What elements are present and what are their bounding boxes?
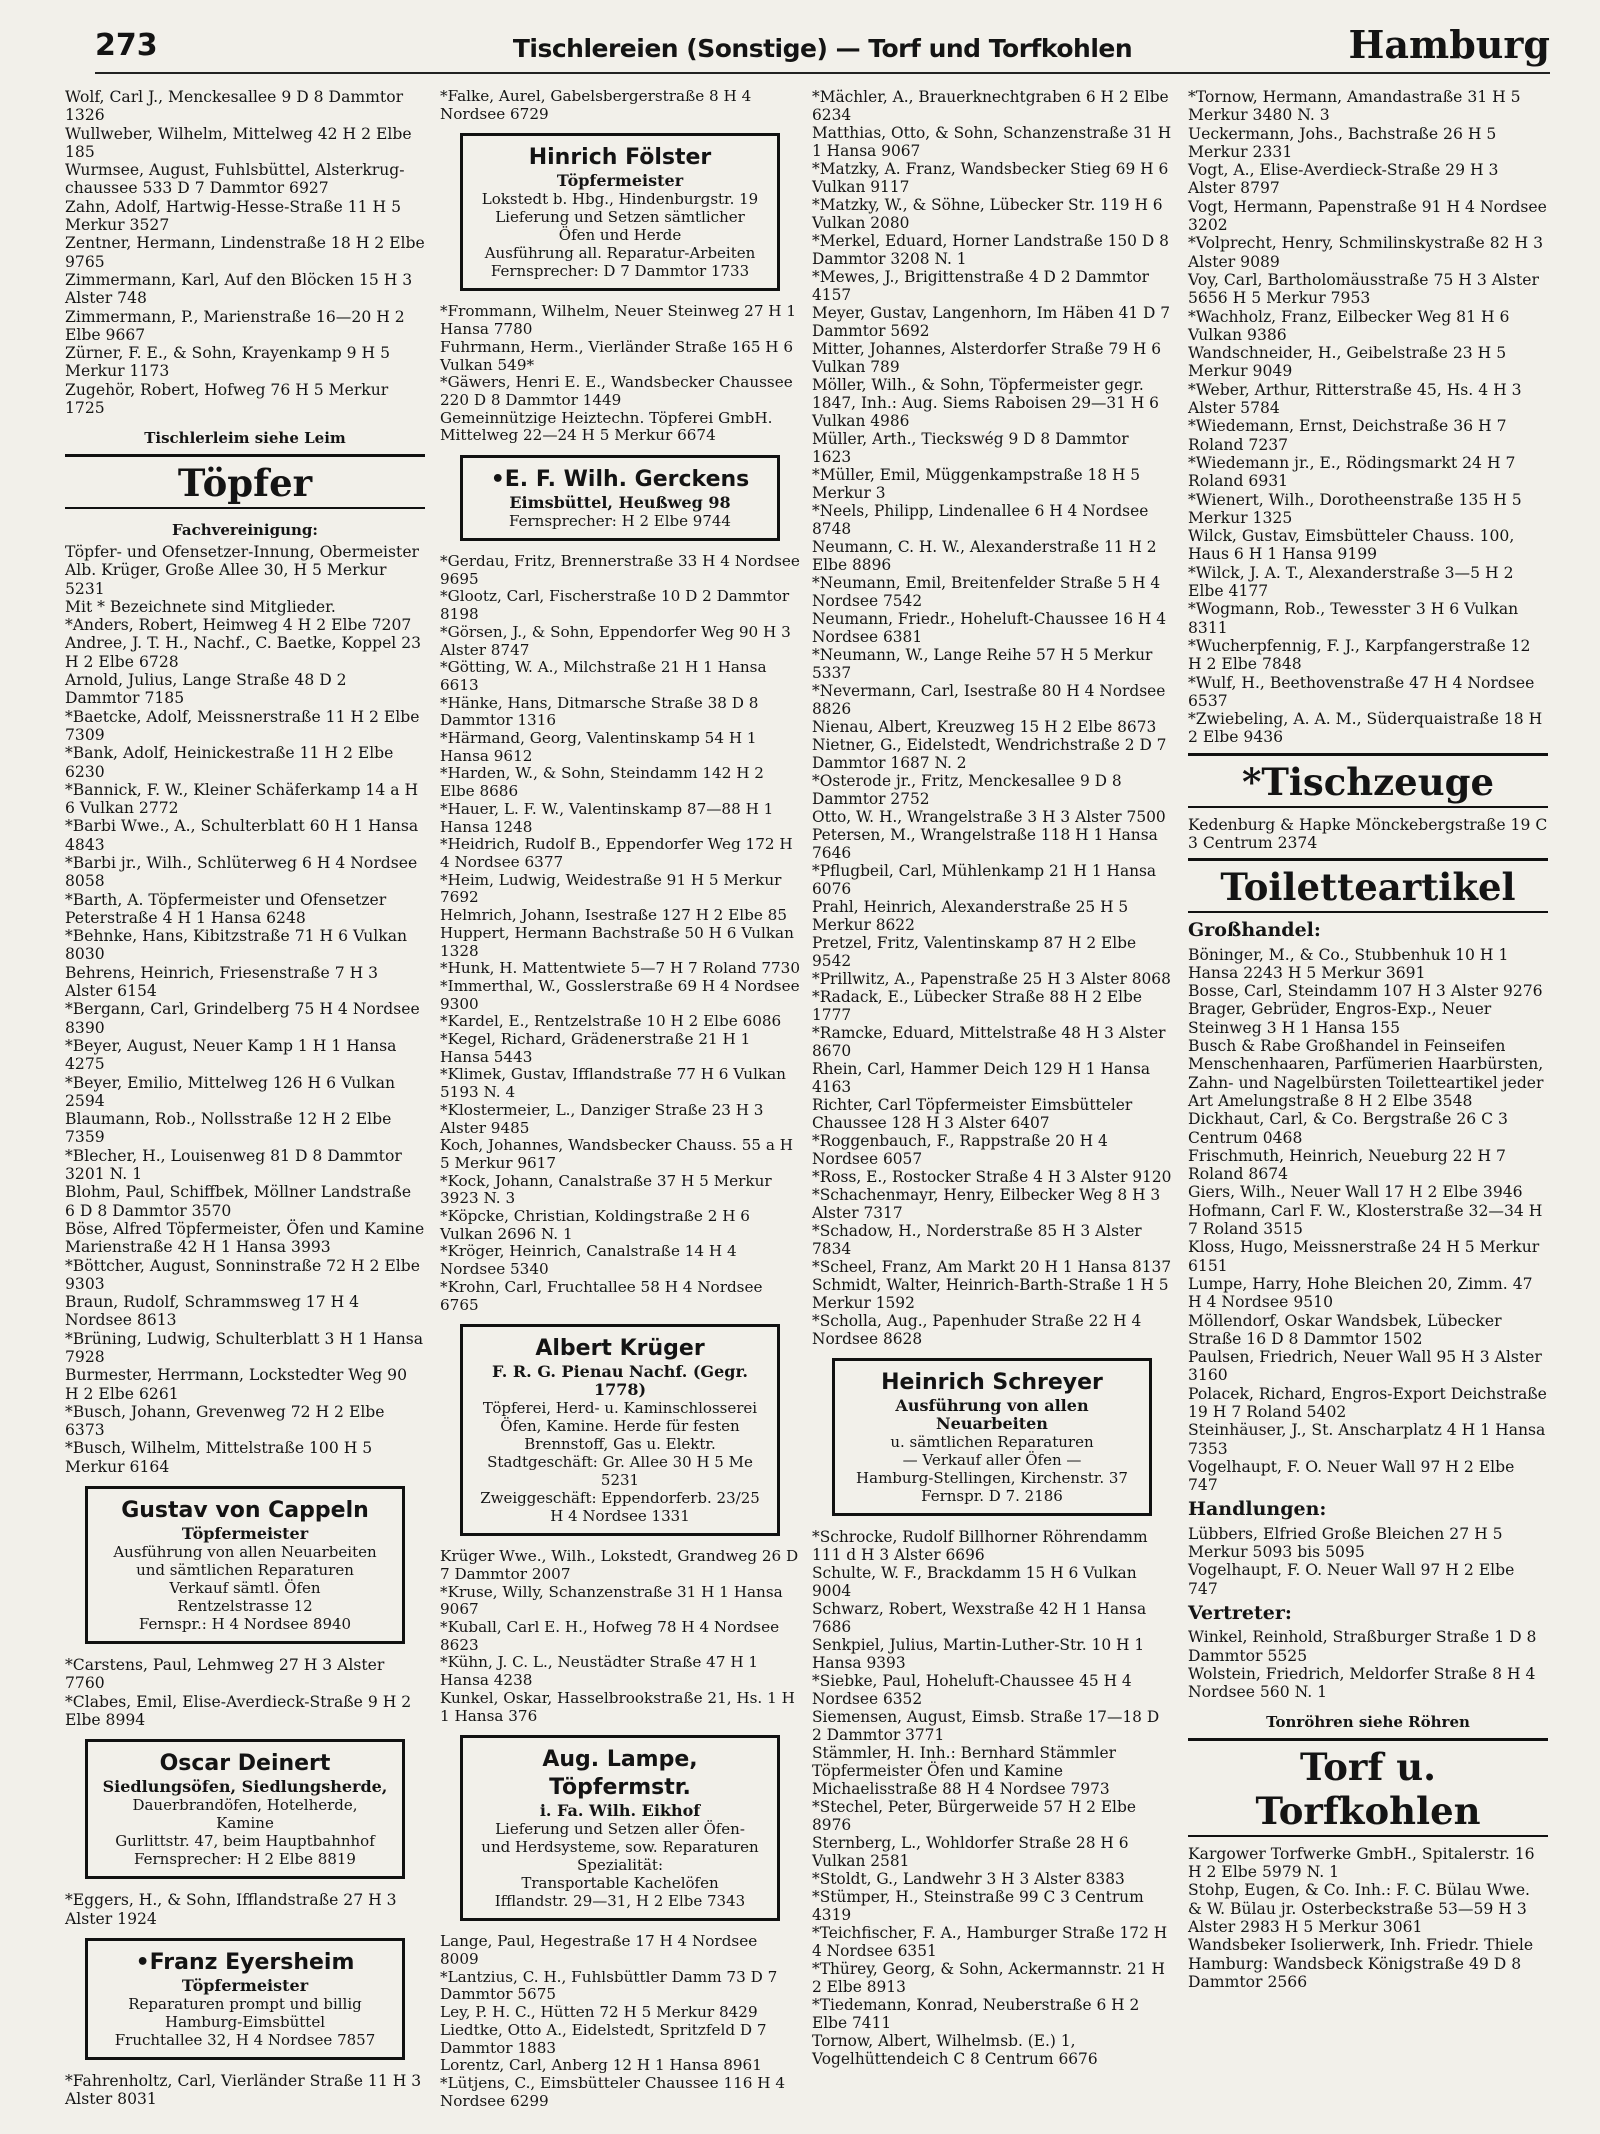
directory-entry: *Neels, Philipp, Lindenallee 6 H 4 Nordsee 8748 — [812, 502, 1149, 538]
directory-entry: Kunkel, Oskar, Hasselbrookstraße 21, Hs. 1 H 1 Hansa 376 — [440, 1688, 795, 1725]
directory-entry: Wandschneider, H., Geibelstraße 23 H 5 Merkur 9049 — [1188, 344, 1507, 381]
directory-entry: *Glootz, Carl, Fischerstraße 10 D 2 Dammtor 8198 — [440, 587, 790, 624]
directory-entry: Dickhaut, Carl, & Co. Bergstraße 26 C 3 Centrum 0468 — [1188, 1110, 1508, 1147]
directory-entry: Hofmann, Carl F. W., Klosterstraße 32—34 H 7 Roland 3515 — [1188, 1201, 1543, 1239]
directory-entry: Otto, W. H., Wrangelstraße 3 H 3 Alster 7500 — [812, 808, 1166, 826]
advertisement-line: Öfen und Herde — [558, 226, 682, 245]
directory-entry: Siemensen, August, Eimsb. Straße 17—18 D 2 Dammtor 3771 — [812, 1708, 1160, 1744]
directory-entry: Wandsbeker Isolierwerk, Inh. Friedr. Thiele Hamburg: Wandsbeck Königstraße 49 D 8 Dammtor 2566 — [1188, 1936, 1534, 1991]
directory-entry: *Barbi jr., Wilh., Schlüterweg 6 H 4 Nordsee 8058 — [65, 853, 418, 891]
directory-entry: *Kardel, E., Rentzelstraße 10 H 2 Elbe 6086 — [440, 1012, 782, 1031]
advertisement-line: Fruchtallee 32, H 4 Nordsee 7857 — [114, 2030, 376, 2049]
directory-entry: *Klostermeier, L., Danziger Straße 23 H 3 Alster 9485 — [440, 1100, 764, 1137]
directory-entry: *Scholla, Aug., Papenhuder Straße 22 H 4 Nordsee 8628 — [812, 1312, 1142, 1348]
directory-entry: Wurmsee, August, Fuhlsbüttel, Alsterkrug-chaussee 533 D 7 Dammtor 6927 — [65, 161, 405, 198]
subsection-title: Handlungen: — [1188, 1498, 1327, 1521]
advertisement-line: Rentzelstrasse 12 — [177, 1597, 313, 1616]
directory-entry: *Anders, Robert, Heimweg 4 H 2 Elbe 7207 — [65, 616, 412, 635]
directory-entry: *Stechel, Peter, Bürgerweide 57 H 2 Elbe 8976 — [812, 1798, 1136, 1834]
directory-entry: Senkpiel, Julius, Martin-Luther-Str. 10 H 1 Hansa 9393 — [812, 1636, 1145, 1672]
advertisement-line: Fernsprecher: H 2 Elbe 9744 — [509, 512, 731, 531]
advertisement-line: Lokstedt b. Hbg., Hindenburgstr. 19 — [481, 190, 759, 209]
advertisement-line: und sämtlichen Reparaturen — [136, 1561, 354, 1580]
advertisement-box — [85, 1486, 405, 1644]
directory-entry: Liedtke, Otto A., Eidelstedt, Spritzfeld D 7 Dammtor 1883 — [440, 2020, 767, 2057]
column-2 — [440, 88, 800, 2110]
directory-entry: *Pflugbeil, Carl, Mühlenkamp 21 H 1 Hansa 6076 — [812, 862, 1157, 898]
directory-entry: Lorentz, Carl, Anberg 12 H 1 Hansa 8961 — [440, 2056, 762, 2075]
directory-entry: *Ramcke, Eduard, Mittelstraße 48 H 3 Alster 8670 — [812, 1024, 1166, 1060]
directory-entry: *Kegel, Richard, Grädenerstraße 21 H 1 Hansa 5443 — [440, 1030, 751, 1066]
directory-entry: *Roggenbauch, F., Rappstraße 20 H 4 Nordsee 6057 — [812, 1132, 1108, 1168]
directory-entry: *Clabes, Emil, Elise-Averdieck-Straße 9 H 2 Elbe 8994 — [65, 1692, 412, 1729]
directory-entry: Giers, Wilh., Neuer Wall 17 H 2 Elbe 3946 — [1188, 1183, 1523, 1202]
directory-entry: *Siebke, Paul, Hoheluft-Chaussee 45 H 4 Nordsee 6352 — [812, 1672, 1132, 1708]
directory-entry: Helmrich, Johann, Isestraße 127 H 2 Elbe 85 — [440, 906, 787, 925]
advertisement-line: Töpferei, Herd- u. Kaminschlosserei — [482, 1399, 758, 1418]
directory-entry: Ueckermann, Johs., Bachstraße 26 H 5 Merkur 2331 — [1188, 124, 1497, 161]
directory-entry: *Kröger, Heinrich, Canalstraße 14 H 4 Nordsee 5340 — [440, 1242, 737, 1279]
cross-reference-heading: Fachvereinigung: — [172, 520, 318, 539]
advertisement-name: Heinrich Schreyer — [881, 1370, 1103, 1395]
directory-entry: Arnold, Julius, Lange Straße 48 D 2 Dammtor 7185 — [65, 671, 347, 708]
advertisement-box — [85, 1938, 405, 2060]
directory-entry: *Krohn, Carl, Fruchtallee 58 H 4 Nordsee 6765 — [440, 1277, 763, 1314]
directory-entry: Neumann, Friedr., Hoheluft-Chaussee 16 H 4 Nordsee 6381 — [812, 610, 1167, 646]
directory-entry: Vogelhaupt, F. O. Neuer Wall 97 H 2 Elbe 747 — [1188, 1457, 1515, 1495]
directory-entry: Behrens, Heinrich, Friesenstraße 7 H 3 Alster 6154 — [65, 963, 379, 1001]
directory-entry: Paulsen, Friedrich, Neuer Wall 95 H 3 Alster 3160 — [1188, 1348, 1542, 1385]
advertisement-line: F. R. G. Pienau Nachf. (Gegr. 1778) — [491, 1362, 748, 1400]
directory-entry: Töpfer- und Ofensetzer-Innung, Obermeister Alb. Krüger, Große Allee 30, H 5 Merkur 5231 — [65, 542, 419, 598]
directory-entry: *Wachholz, Franz, Eilbecker Weg 81 H 6 Vulkan 9386 — [1188, 307, 1510, 344]
directory-entry: Vogt, A., Elise-Averdieck-Straße 29 H 3 Alster 8797 — [1188, 161, 1499, 198]
directory-entry: *Kühn, J. C. L., Neustädter Straße 47 H 1 Hansa 4238 — [440, 1653, 759, 1690]
section-title: Torf u. Torfkohlen — [1188, 1738, 1548, 1837]
directory-entry: *Wogmann, Rob., Tewesstег 3 H 6 Vulkan 8311 — [1188, 600, 1519, 637]
directory-entry: *Nevermann, Carl, Isestraße 80 H 4 Nordsee 8826 — [812, 682, 1166, 718]
advertisement-name: Oscar Deinert — [159, 1751, 331, 1777]
directory-entry: Zugehör, Robert, Hofweg 76 H 5 Merkur 1725 — [65, 380, 389, 418]
directory-entry: Zimmermann, Karl, Auf den Blöcken 15 H 3 Alster 748 — [65, 270, 413, 308]
advertisement-line: Öfen, Kamine. Herde für festen — [500, 1417, 740, 1436]
directory-entry: Matthias, Otto, & Sohn, Schanzenstraße 31 H 1 Hansa 9067 — [812, 124, 1172, 160]
directory-entry: Burmester, Herrmann, Lockstedter Weg 90 H 2 Elbe 6261 — [65, 1366, 408, 1403]
advertisement-line: i. Fa. Wilh. Eikhof — [539, 1801, 701, 1821]
advertisement-line: und Herdsysteme, sow. Reparaturen — [481, 1838, 759, 1857]
advertisement-box — [460, 1324, 780, 1536]
directory-entry: *Baetcke, Adolf, Meissnerstraße 11 H 2 Elbe 7309 — [65, 707, 420, 744]
directory-entry: *Barbi Wwe., A., Schulterblatt 60 H 1 Hansa 4843 — [65, 817, 419, 854]
directory-entry: Blohm, Paul, Schiffbek, Möllner Landstraße 6 D 8 Dammtor 3570 — [65, 1183, 412, 1220]
directory-entry: Andree, J. T. H., Nachf., C. Baetke, Koppel 23 H 2 Elbe 6728 — [65, 634, 422, 671]
directory-entry: *Kock, Johann, Canalstraße 37 H 5 Merkur 3923 N. 3 — [440, 1171, 772, 1208]
advertisement-name: Hinrich Fölster — [528, 145, 712, 171]
directory-entry: *Matzky, W., & Söhne, Lübecker Str. 119 H 6 Vulkan 2080 — [812, 196, 1163, 232]
advertisement-line: Töpfermeister — [181, 1524, 309, 1544]
directory-entry: *Schrocke, Rudolf Billhorner Röhrendamm 111 d H 3 Alster 6696 — [812, 1528, 1148, 1564]
directory-entry: Nietner, G., Eidelstedt, Wendrichstraße 2 D 7 Dammtor 1687 N. 2 — [812, 736, 1167, 772]
advertisement-line: Lieferung und Setzen aller Öfen- — [495, 1820, 745, 1839]
directory-entry: Ley, P. H. C., Hütten 72 H 5 Merkur 8429 — [440, 2003, 758, 2022]
directory-entry: Meyer, Gustav, Langenhorn, Im Häben 41 D 7 Dammtor 5692 — [812, 304, 1171, 340]
directory-entry: *Blecher, H., Louisenweg 81 D 8 Dammtor 3201 N. 1 — [65, 1146, 402, 1184]
directory-entry: Neumann, C. H. W., Alexanderstraße 11 H 2 Elbe 8896 — [812, 538, 1157, 574]
advertisement-box — [85, 1739, 405, 1879]
directory-entry: *Mächler, A., Brauerknechtgraben 6 H 2 Elbe 6234 — [812, 88, 1169, 124]
advertisement-line: Stadtgeschäft: Gr. Allee 30 H 5 Me 5231 — [487, 1453, 753, 1490]
directory-entry: *Behnke, Hans, Kibitzstraße 71 H 6 Vulkan 8030 — [65, 927, 408, 964]
directory-entry: *Frommann, Wilhelm, Neuer Steinweg 27 H 1 Hansa 7780 — [440, 302, 797, 339]
directory-entry: Blaumann, Rob., Nollsstraße 12 H 2 Elbe 7359 — [65, 1110, 392, 1147]
advertisement-line: Fernsprecher: H 2 Elbe 8819 — [134, 1850, 356, 1869]
directory-entry: Koch, Johannes, Wandsbecker Chauss. 55 a H 5 Merkur 9617 — [440, 1136, 793, 1172]
directory-entry: *Lantzius, C. H., Fuhlsbüttler Damm 73 D 7 Dammtor 5675 — [440, 1967, 778, 2004]
directory-entry: *Bannick, F. W., Kleiner Schäferkamp 14 a H 6 Vulkan 2772 — [65, 780, 419, 818]
directory-entry: Braun, Rudolf, Schrammsweg 17 H 4 Nordsee 8613 — [65, 1293, 360, 1330]
cross-reference-heading: Tischlerleim siehe Leim — [144, 429, 346, 448]
column-1 — [65, 88, 425, 2108]
directory-entry: *Hänke, Hans, Ditmarsche Straße 38 D 8 Dammtor 1316 — [440, 693, 759, 730]
directory-entry: Steinhäuser, J., St. Anscharplatz 4 H 1 Hansa 7353 — [1188, 1421, 1546, 1458]
advertisement-box — [460, 133, 780, 291]
directory-entry: *Teichfischer, F. A., Hamburger Straße 172 H 4 Nordsee 6351 — [812, 1924, 1168, 1960]
section-title: *Tischzeuge — [1188, 753, 1548, 808]
directory-entry: *Wilck, J. A. T., Alexanderstraße 3—5 H 2 Elbe 4177 — [1188, 563, 1514, 601]
page-header — [95, 22, 1550, 74]
advertisement-line: u. sämtlichen Reparaturen — [890, 1433, 1094, 1451]
directory-entry: Kloss, Hugo, Meissnerstraße 24 H 5 Merkur 6151 — [1188, 1238, 1540, 1275]
directory-entry: Müller, Arth., Tieckswég 9 D 8 Dammtor 1623 — [812, 430, 1129, 466]
advertisement-line: Verkauf sämtl. Öfen — [169, 1579, 321, 1598]
directory-entry: *Stümper, H., Steinstraße 99 C 3 Centrum 4319 — [812, 1888, 1144, 1924]
advertisement-line: Fernspr.: H 4 Nordsee 8940 — [138, 1615, 352, 1634]
directory-entry: Zentner, Hermann, Lindenstraße 18 H 2 Elbe 9765 — [65, 234, 425, 271]
city-title: Hamburg — [1348, 22, 1550, 67]
directory-entry: *Weber, Arthur, Ritterstraße 45, Hs. 4 H 3 Alster 5784 — [1188, 380, 1522, 418]
advertisement-line: H 4 Nordsee 1331 — [550, 1507, 690, 1526]
directory-entry: Winkel, Reinhold, Straßburger Straße 1 D 8 Dammtor 5525 — [1188, 1628, 1537, 1665]
directory-entry: *Tiedemann, Konrad, Neuberstraße 6 H 2 Elbe 7411 — [812, 1996, 1140, 2032]
directory-entry: Zimmermann, P., Marienstraße 16—20 H 2 Elbe 9667 — [65, 307, 405, 344]
advertisement-line: Spezialität: — [576, 1856, 664, 1875]
subsection-title: Großhandel: — [1188, 919, 1321, 942]
directory-entry: *Görsen, J., & Sohn, Eppendorfer Weg 90 H 3 Alster 8747 — [440, 622, 791, 659]
directory-entry: *Carstens, Paul, Lehmweg 27 H 3 Alster 7760 — [65, 1656, 385, 1693]
directory-entry: Tornow, Albert, Wilhelmsb. (E.) 1, Vogelhüttendeich C 8 Centrum 6676 — [812, 2032, 1098, 2068]
directory-entry: *Ross, E., Rostocker Straße 4 H 3 Alster 9120 — [812, 1168, 1172, 1186]
directory-entry: *Wucherpfennig, F. J., Karpfangerstraße 12 H 2 Elbe 7848 — [1188, 636, 1531, 674]
directory-entry: *Scheel, Franz, Am Markt 20 H 1 Hansa 8137 — [812, 1258, 1172, 1276]
directory-entry: *Beyer, Emilio, Mittelweg 126 H 6 Vulkan 2594 — [65, 1073, 396, 1110]
directory-entry: Nienau, Albert, Kreuzweg 15 H 2 Elbe 8673 — [812, 718, 1157, 736]
directory-entry: Voy, Carl, Bartholomäusstraße 75 H 3 Alster 5656 H 5 Merkur 7953 — [1188, 270, 1539, 308]
advertisement-line: — Verkauf aller Öfen — — [902, 1451, 1082, 1469]
directory-entry: *Volprecht, Henry, Schmilinskystraße 82 H 3 Alster 9089 — [1188, 234, 1544, 271]
column-3 — [812, 88, 1172, 2068]
advertisement-line: Töpfermeister — [181, 1975, 309, 1995]
directory-entry: Bosse, Carl, Steindamm 107 H 3 Alster 9276 — [1188, 982, 1543, 1001]
advertisement-line: Siedlungsöfen, Siedlungsherde, — [102, 1777, 388, 1797]
advertisement-line: Dauerbrandöfen, Hotelherde, — [132, 1796, 358, 1815]
directory-entry: Huppert, Hermann Bachstraße 50 H 6 Vulkan 1328 — [440, 923, 794, 960]
directory-entry: *Falke, Aurel, Gabelsbergerstraße 8 H 4 Nordsee 6729 — [440, 87, 752, 123]
section-title: Töpfer — [65, 454, 425, 509]
directory-entry: *Hunk, H. Mattentwiete 5—7 H 7 Roland 7730 — [440, 959, 800, 978]
directory-entry: Krüger Wwe., Wilh., Lokstedt, Grandweg 26 D 7 Dammtor 2007 — [440, 1547, 799, 1583]
advertisement-line: Gurlittstr. 47, beim Hauptbahnhof — [115, 1832, 375, 1851]
directory-entry: *Zwiebeling, A. A. M., Süderquaistraße 18 H 2 Elbe 9436 — [1188, 710, 1543, 747]
directory-entry: *Wiedemann jr., E., Rödingsmarkt 24 H 7 Roland 6931 — [1188, 453, 1516, 491]
directory-entry: *Lütjens, C., Eimsbütteler Chaussee 116 H 4 Nordsee 6299 — [440, 2073, 786, 2110]
directory-entry: *Harden, W., & Sohn, Steindamm 142 H 2 Elbe 8686 — [440, 764, 764, 801]
directory-entry: *Böttcher, August, Sonninstraße 72 H 2 Elbe 9303 — [65, 1256, 420, 1293]
directory-entry: *Hauer, L. F. W., Valentinskamp 87—88 H 1 Hansa 1248 — [440, 799, 774, 836]
advertisement-line: Kamine — [216, 1814, 274, 1833]
advertisement-box — [460, 1735, 780, 1921]
directory-entry: *Gäwers, Henri E. E., Wandsbecker Chaussee 220 D 8 Dammtor 1449 — [440, 373, 793, 409]
directory-entry: *Prillwitz, A., Papenstraße 25 H 3 Alster 8068 — [812, 970, 1171, 988]
advertisement-line: Fernsprecher: D 7 Dammtor 1733 — [490, 262, 750, 281]
directory-entry: Vogt, Hermann, Papenstraße 91 H 4 Nordsee 3202 — [1188, 197, 1547, 235]
directory-entry: Mit * Bezeichnete sind Mitglieder. — [65, 597, 336, 616]
directory-entry: *Schadow, H., Norderstraße 85 H 3 Alster 7834 — [812, 1222, 1142, 1258]
directory-entry: *Thürey, Georg, & Sohn, Ackermannstr. 21 H 2 Elbe 8913 — [812, 1960, 1165, 1996]
advertisement-line: Ausführung von allen Neuarbeiten — [895, 1396, 1089, 1433]
directory-entry: Wullweber, Wilhelm, Mittelweg 42 H 2 Elbe 185 — [65, 124, 412, 161]
directory-entry: Möller, Wilh., & Sohn, Töpfermeister gegr. 1847, Inh.: Aug. Siems Raboisen 29—31 H 6 Vulkan 4986 — [812, 376, 1159, 430]
page-number: 273 — [95, 28, 158, 63]
directory-entry: *Stoldt, G., Landwehr 3 H 3 Alster 8383 — [812, 1870, 1125, 1888]
directory-entry: Schmidt, Walter, Heinrich-Barth-Straße 1 H 5 Merkur 1592 — [812, 1276, 1169, 1312]
directory-entry: Gemeinnützige Heiztechn. Töpferei GmbH. Mittelweg 22—24 H 5 Merkur 6674 — [440, 408, 773, 445]
directory-entry: Stohp, Eugen, & Co. Inh.: F. C. Bülau Wwe. & W. Bülau jr. Osterbeckstraße 53—59 H 3 Alster 2983 H 5 Merkur 3061 — [1188, 1881, 1531, 1936]
column-4 — [1188, 88, 1548, 1991]
directory-entry: Mitter, Johannes, Alsterdorfer Straße 79 H 6 Vulkan 789 — [812, 340, 1161, 376]
directory-entry: *Neumann, Emil, Breitenfelder Straße 5 H 4 Nordsee 7542 — [812, 574, 1161, 610]
subsection-title: Vertreter: — [1188, 1601, 1292, 1624]
advertisement-line: Ausführung von allen Neuarbeiten — [113, 1543, 377, 1562]
directory-entry: *Tornow, Hermann, Amandastraße 31 H 5 Merkur 3480 N. 3 — [1188, 88, 1521, 125]
directory-entry: Böninger, M., & Co., Stubbenhuk 10 H 1 Hansa 2243 H 5 Merkur 3691 — [1188, 945, 1509, 982]
directory-entry: *Heim, Ludwig, Weidestraße 91 H 5 Merkur 7692 — [440, 870, 782, 907]
directory-entry: *Kuball, Carl E. H., Hofweg 78 H 4 Nordsee 8623 — [440, 1618, 780, 1654]
advertisement-line: Hamburg-Eimsbüttel — [164, 2012, 325, 2031]
directory-entry: Wilck, Gustav, Eimsbütteler Chauss. 100, Haus 6 H 1 Hansa 9199 — [1188, 527, 1515, 564]
directory-entry: *Neumann, W., Lange Reihe 57 H 5 Merkur 5337 — [812, 646, 1153, 682]
directory-entry: *Busch, Johann, Grevenweg 72 H 2 Elbe 6373 — [65, 1402, 385, 1440]
directory-entry: *Götting, W. A., Milchstraße 21 H 1 Hansa 6613 — [440, 658, 767, 694]
directory-entry: *Gerdau, Fritz, Brennerstraße 33 H 4 Nordsee 9695 — [440, 552, 800, 588]
directory-entry: Zahn, Adolf, Hartwig-Hesse-Straße 11 H 5 Merkur 3527 — [65, 197, 401, 235]
directory-entry: *Kruse, Willy, Schanzenstraße 31 H 1 Hansa 9067 — [440, 1582, 783, 1619]
directory-entry: Brager, Gebrüder, Engros-Exp., Neuer Steinweg 3 H 1 Hansa 155 — [1188, 1000, 1492, 1037]
directory-entry: *Klimek, Gustav, Ifflandstraße 77 H 6 Vulkan 5193 N. 4 — [440, 1065, 786, 1102]
directory-entry: Fuhrmann, Herm., Vierländer Straße 165 H 6 Vulkan 549* — [440, 337, 794, 374]
directory-entry: Richter, Carl Töpfermeister Eimsbütteler Chaussee 128 H 3 Alster 6407 — [812, 1096, 1133, 1132]
directory-entry: *Radack, E., Lübecker Straße 88 H 2 Elbe 1777 — [812, 988, 1143, 1024]
directory-entry: Busch & Rabe Großhandel in Feinseifen Menschenhaaren, Parfümerien Haarbürsten, Zahn- und Nagelbürsten Toiletteartikel jeder Art Amelungstraße 8 H 2 Elbe 3548 — [1188, 1037, 1544, 1110]
directory-entry: *Matzky, A. Franz, Wandsbecker Stieg 69 H 6 Vulkan 9117 — [812, 160, 1169, 196]
directory-entry: Böse, Alfred Töpfermeister, Öfen und Kamine Marienstraße 42 H 1 Hansa 3993 — [65, 1219, 425, 1257]
directory-entry: Kedenburg & Hapke Mönckebergstraße 19 C 3 Centrum 2374 — [1188, 815, 1548, 852]
directory-entry: Schwarz, Robert, Wexstraße 42 H 1 Hansa 7686 — [812, 1600, 1147, 1636]
directory-entry: *Immerthal, W., Gosslerstraße 69 H 4 Nordsee 9300 — [440, 976, 800, 1013]
directory-entry: *Busch, Wilhelm, Mittelstraße 100 H 5 Merkur 6164 — [65, 1439, 373, 1476]
directory-entry: Wolstein, Friedrich, Meldorfer Straße 8 H 4 Nordsee 560 N. 1 — [1188, 1664, 1536, 1702]
directory-entry: Schulte, W. F., Brackdamm 15 H 6 Vulkan 9004 — [812, 1564, 1137, 1600]
directory-entry: *Brüning, Ludwig, Schulterblatt 3 H 1 Hansa 7928 — [65, 1329, 424, 1366]
advertisement-line: Fernspr. D 7. 2186 — [921, 1487, 1063, 1505]
directory-entry: *Wienert, Wilh., Dorotheenstraße 135 H 5 Merkur 1325 — [1188, 490, 1522, 527]
directory-entry: Zürner, F. E., & Sohn, Krayenkamp 9 H 5 Merkur 1173 — [65, 344, 391, 381]
advertisement-line: Ifflandstr. 29—31, H 2 Elbe 7343 — [494, 1892, 746, 1911]
directory-entry: *Bank, Adolf, Heinickestraße 11 H 2 Elbe 6230 — [65, 744, 394, 781]
advertisement-line: Lieferung und Setzen sämtlicher — [495, 208, 745, 227]
directory-entry: *Wiedemann, Ernst, Deichstraße 36 H 7 Roland 7237 — [1188, 417, 1507, 454]
directory-entry: Lübbers, Elfried Große Bleichen 27 H 5 Merkur 5093 bis 5095 — [1188, 1524, 1503, 1562]
directory-entry: Möllendorf, Oskar Wandsbek, Lübecker Straße 16 D 8 Dammtor 1502 — [1188, 1311, 1502, 1348]
directory-entry: Polacek, Richard, Engros-Export Deichstraße 19 H 7 Roland 5402 — [1188, 1384, 1547, 1421]
directory-entry: Frischmuth, Heinrich, Neueburg 22 H 7 Roland 8674 — [1188, 1146, 1506, 1184]
advertisement-box — [460, 455, 780, 541]
directory-entry: Sternberg, L., Wohldorfer Straße 28 H 6 Vulkan 2581 — [812, 1834, 1129, 1870]
directory-entry: Kargower Torfwerke GmbH., Spitalerstr. 16 H 2 Elbe 5979 N. 1 — [1188, 1844, 1535, 1882]
advertisement-name: Albert Krüger — [535, 1336, 705, 1362]
directory-entry: *Müller, Emil, Müggenkampstraße 18 H 5 Merkur 3 — [812, 466, 1141, 502]
directory-entry: *Eggers, H., & Sohn, Ifflandstraße 27 H 3 Alster 1924 — [65, 1891, 397, 1928]
advertisement-line: Zweiggeschäft: Eppendorferb. 23/25 — [480, 1489, 760, 1508]
directory-entry: Prahl, Heinrich, Alexanderstraße 25 H 5 Merkur 8622 — [812, 898, 1129, 934]
running-title: Tischlereien (Sonstige) — Torf und Torfkohlen — [512, 34, 1133, 63]
directory-entry: *Mewes, J., Brigittenstraße 4 D 2 Dammtor 4157 — [812, 268, 1149, 304]
directory-entry: Rhein, Carl, Hammer Deich 129 H 1 Hansa 4163 — [812, 1060, 1151, 1096]
directory-entry: Pretzel, Fritz, Valentinskamp 87 H 2 Elbe 9542 — [812, 934, 1137, 970]
directory-entry: *Osterode jr., Fritz, Menckesallee 9 D 8 Dammtor 2752 — [812, 772, 1122, 808]
directory-entry: *Schachenmayr, Henry, Eilbecker Weg 8 H 3 Alster 7317 — [812, 1186, 1161, 1222]
directory-entry: Petersen, M., Wrangelstraße 118 H 1 Hansa 7646 — [812, 826, 1158, 862]
directory-entry: *Wulf, H., Beethovenstraße 47 H 4 Nordsee 6537 — [1188, 673, 1535, 710]
directory-entry: *Härmand, Georg, Valentinskamp 54 H 1 Hansa 9612 — [440, 729, 757, 765]
directory-entry: *Barth, A. Töpfermeister und Ofensetzer Peterstraße 4 H 1 Hansa 6248 — [65, 890, 387, 927]
advertisement-name: •E. F. Wilh. Gerckens — [490, 467, 750, 493]
directory-entry: Lumpe, Harry, Hohe Bleichen 20, Zimm. 47 H 4 Nordsee 9510 — [1188, 1274, 1533, 1312]
directory-entry: *Bergann, Carl, Grindelberg 75 H 4 Nordsee 8390 — [65, 1000, 420, 1037]
directory-entry: *Beyer, August, Neuer Kamp 1 H 1 Hansa 4275 — [65, 1036, 397, 1074]
directory-entry: Wolf, Carl J., Menckesallee 9 D 8 Dammtor 1326 — [65, 88, 404, 125]
directory-entry: Vogelhaupt, F. O. Neuer Wall 97 H 2 Elbe 747 — [1188, 1561, 1515, 1598]
cross-reference-heading: Tonröhren siehe Röhren — [1266, 1713, 1470, 1732]
advertisement-name: •Franz Eyersheim — [135, 1949, 355, 1975]
advertisement-line: Brennstoff, Gas u. Elektr. — [524, 1435, 716, 1454]
advertisement-box — [832, 1358, 1152, 1516]
advertisement-name: Aug. Lampe, Töpfermstr. — [542, 1747, 698, 1801]
advertisement-line: Transportable Kachelöfen — [521, 1874, 719, 1893]
directory-entry: *Fahrenholtz, Carl, Vierländer Straße 11 H 3 Alster 8031 — [65, 2071, 422, 2109]
directory-entry: *Köpcke, Christian, Koldingstraße 2 H 6 Vulkan 2696 N. 1 — [440, 1207, 750, 1243]
directory-entry: *Merkel, Eduard, Horner Landstraße 150 D 8 Dammtor 3208 N. 1 — [812, 232, 1169, 268]
advertisement-line: Hamburg-Stellingen, Kirchenstr. 37 — [856, 1469, 1128, 1487]
directory-entry: Lange, Paul, Hegestraße 17 H 4 Nordsee 8009 — [440, 1932, 758, 1968]
advertisement-line: Reparaturen prompt und billig — [128, 1994, 362, 2013]
directory-entry: *Heidrich, Rudolf B., Eppendorfer Weg 172 H 4 Nordsee 6377 — [440, 835, 793, 871]
section-title: Toiletteartikel — [1188, 858, 1548, 913]
advertisement-name: Gustav von Cappeln — [121, 1498, 369, 1524]
directory-entry: Stämmler, H. Inh.: Bernhard Stämmler Töpfermeister Öfen und Kamine Michaelisstraße 88 H 4 Nordsee 7973 — [812, 1744, 1117, 1798]
advertisement-line: Eimsbüttel, Heußweg 98 — [509, 493, 731, 513]
advertisement-line: Ausführung all. Reparatur-Arbeiten — [484, 244, 756, 263]
advertisement-line: Töpfermeister — [556, 171, 684, 191]
